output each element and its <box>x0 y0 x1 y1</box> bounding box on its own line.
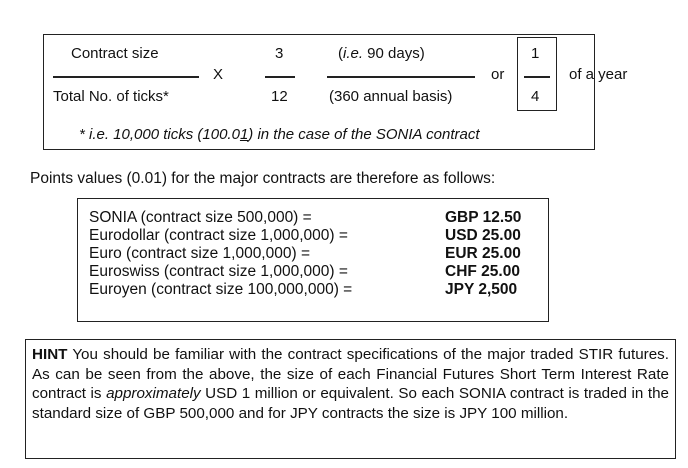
or-word: or <box>491 66 505 83</box>
fraction-line-1 <box>53 76 199 78</box>
denominator-4: 4 <box>531 88 540 105</box>
annual-basis-360: (360 annual basis) <box>329 88 453 105</box>
points-row-value: CHF 25.00 <box>445 263 520 280</box>
hint-box <box>25 339 676 459</box>
points-row-label: Euroswiss (contract size 1,000,000) = <box>89 263 348 280</box>
denominator-12: 12 <box>271 88 288 105</box>
hint-label: HINT <box>32 346 68 363</box>
hint-text-1: You should be familiar with the contract specifications of the major traded STIR futures. As can be seen from the above, the size of each Financial Futures Short Term Interest Rate contract is <box>32 346 669 403</box>
points-row-label: Euroyen (contract size 100,000,000) = <box>89 281 353 298</box>
points-intro: Points values (0.01) for the major contracts are therefore as follows: <box>30 170 496 187</box>
hint-text-2: USD 1 million or equivalent. So each SONIA contract is traded in the standard size of GBP 500,000 and for JPY contracts the size is JPY 100 million. <box>32 385 669 422</box>
points-row-label: Eurodollar (contract size 1,000,000) = <box>89 227 348 244</box>
points-row-label: Euro (contract size 1,000,000) = <box>89 245 310 262</box>
ie-90-days: (i.e. 90 days) <box>338 45 425 62</box>
numerator-3: 3 <box>275 45 284 62</box>
of-a-year: of a year <box>569 66 628 83</box>
times-sign: X <box>213 66 224 83</box>
contract-size-label: Contract size <box>71 45 159 62</box>
points-row-value: JPY 2,500 <box>445 281 518 298</box>
footnote: * i.e. 10,000 ticks (100.01) in the case of the SONIA contract <box>79 126 480 143</box>
points-row-value: USD 25.00 <box>445 227 521 244</box>
fraction-line-4 <box>524 76 550 78</box>
points-row-value: GBP 12.50 <box>445 209 522 226</box>
points-row-label: SONIA (contract size 500,000) = <box>89 209 312 226</box>
points-row-value: EUR 25.00 <box>445 245 521 262</box>
fraction-line-2 <box>265 76 295 78</box>
numerator-1: 1 <box>531 45 540 62</box>
hint-emphasis: approximately <box>106 385 201 403</box>
total-ticks-label: Total No. of ticks* <box>53 88 169 105</box>
fraction-line-3 <box>327 76 475 78</box>
